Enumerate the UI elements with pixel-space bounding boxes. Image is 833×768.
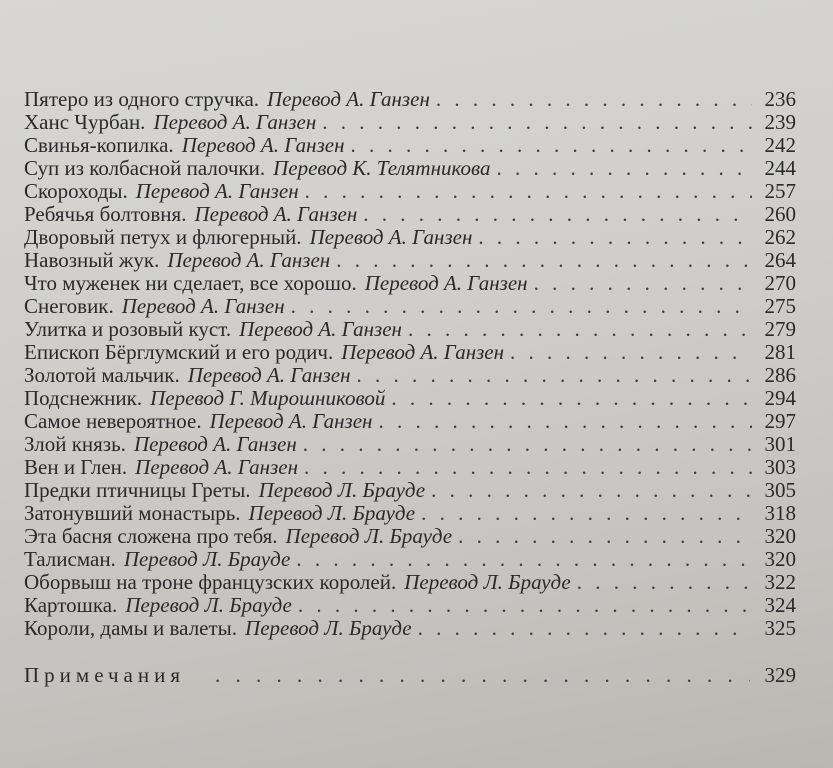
toc-entry [24, 111, 796, 134]
entry-title: Затонувший монастырь. [24, 501, 241, 525]
dot-leader [431, 479, 752, 502]
entry-title: Суп из колбасной палочки. [24, 156, 266, 180]
dot-leader [378, 410, 752, 433]
dot-leader [351, 134, 752, 157]
dot-leader [478, 226, 752, 249]
entry-title: Навозный жук. [24, 248, 160, 272]
entry-page: 305 [764, 478, 796, 502]
entry-page: 325 [764, 616, 796, 640]
toc-entry [24, 456, 796, 479]
entry-title: Предки птичницы Греты. [24, 478, 251, 502]
entry-translator: Перевод А. Ганзен [267, 87, 430, 111]
entry-title: Картошка. [24, 593, 118, 617]
entry-title: Подснежник. [24, 386, 143, 410]
entry-title: Талисман. [24, 547, 116, 571]
entry-translator: Перевод А. Ганзен [364, 271, 528, 295]
dot-leader [418, 617, 752, 640]
entry-translator: Перевод А. Ганзен [187, 363, 351, 387]
entry-page: 262 [764, 225, 796, 249]
entry-translator: Перевод А. Ганзен [133, 432, 297, 456]
dot-leader [458, 525, 752, 548]
entry-translator: Перевод Л. Брауде [248, 501, 416, 525]
entry-translator: Перевод А. Ганзен [135, 179, 299, 203]
entry-title: Ребячья болтовня. [24, 202, 187, 226]
entry-page: 279 [764, 317, 796, 341]
toc-entry [24, 617, 796, 640]
entry-title: Пятеро из одного стручка. [24, 87, 260, 111]
entry-page: 242 [764, 133, 796, 157]
dot-leader [497, 157, 753, 180]
entry-translator: Перевод Л. Брауде [245, 616, 412, 640]
entry-title: Злой князь. [24, 432, 126, 456]
entry-page: 322 [764, 570, 796, 594]
table-of-contents [24, 88, 796, 640]
entry-translator: Перевод Л. Брауде [123, 547, 291, 571]
entry-page: 303 [764, 455, 796, 479]
entry-translator: Перевод Л. Брауде [258, 478, 426, 502]
entry-translator: Перевод А. Ганзен [167, 248, 331, 272]
entry-translator: Перевод Г. Мирошниковой [150, 386, 386, 410]
entry-page: 324 [764, 593, 796, 617]
toc-entry [24, 226, 796, 249]
dot-leader [298, 594, 752, 617]
dot-leader [305, 180, 752, 203]
entry-title: Что муженек ни сделает, все хорошо. [24, 271, 357, 295]
entry-translator: Перевод К. Телятникова [273, 156, 491, 180]
dot-leader [215, 664, 750, 687]
entry-page: 275 [764, 294, 796, 318]
entry-translator: Перевод А. Ганзен [135, 455, 298, 479]
toc-entry [24, 134, 796, 157]
entry-page: 260 [764, 202, 796, 226]
dot-leader [510, 341, 752, 364]
dot-leader [363, 203, 752, 226]
toc-entry [24, 203, 796, 226]
entry-page: 281 [764, 340, 796, 364]
toc-entry [24, 479, 796, 502]
entry-page: 297 [764, 409, 796, 433]
entry-title: Короли, дамы и валеты. [24, 616, 238, 640]
toc-entry [24, 88, 796, 111]
entry-page: 320 [764, 547, 796, 571]
toc-entry [24, 318, 796, 341]
toc-entry [24, 157, 796, 180]
entry-translator: Перевод А. Ганзен [181, 133, 345, 157]
entry-title: Вен и Глен. [24, 455, 128, 479]
entry-translator: Перевод А. Ганзен [153, 110, 317, 134]
dot-leader [303, 433, 752, 456]
toc-entry [24, 594, 796, 617]
entry-translator: Перевод А. Ганзен [309, 225, 473, 249]
toc-entry [24, 364, 796, 387]
entry-page: 236 [764, 87, 796, 111]
entry-title: Дворовый петух и флюгерный. [24, 225, 302, 249]
dot-leader [296, 548, 752, 571]
notes-page: 329 [764, 663, 796, 687]
entry-page: 257 [764, 179, 796, 203]
toc-entry [24, 410, 796, 433]
entry-title: Самое невероятное. [24, 409, 202, 433]
entry-page: 318 [764, 501, 796, 525]
entry-page: 239 [764, 110, 796, 134]
entry-translator: Перевод Л. Брауде [285, 524, 453, 548]
entry-title: Снеговик. [24, 294, 114, 318]
entry-title: Свинья-копилка. [24, 133, 174, 157]
entry-page: 244 [764, 156, 796, 180]
entry-translator: Перевод А. Ганзен [209, 409, 373, 433]
dot-leader [421, 502, 752, 525]
toc-entry [24, 387, 796, 410]
toc-entry [24, 180, 796, 203]
entry-page: 294 [764, 386, 796, 410]
entry-page: 286 [764, 363, 796, 387]
entry-title: Золотой мальчик. [24, 363, 180, 387]
entry-title: Ханс Чурбан. [24, 110, 146, 134]
toc-entry [24, 341, 796, 364]
entry-translator: Перевод Л. Брауде [125, 593, 292, 617]
dot-leader [408, 318, 752, 341]
entry-title: Эта басня сложена про тебя. [24, 524, 278, 548]
dot-leader [304, 456, 752, 479]
entry-translator: Перевод А. Ганзен [194, 202, 358, 226]
toc-entry [24, 272, 796, 295]
notes-title: Примечания [24, 663, 186, 687]
entry-title: Скороходы. [24, 179, 128, 203]
toc-entry [24, 502, 796, 525]
dot-leader [577, 571, 752, 594]
dot-leader [534, 272, 752, 295]
entry-translator: Перевод А. Ганзен [121, 294, 285, 318]
dot-leader [336, 249, 752, 272]
entry-translator: Перевод А. Ганзен [239, 317, 402, 341]
toc-entry [24, 525, 796, 548]
dot-leader [322, 111, 752, 134]
entry-page: 270 [764, 271, 796, 295]
toc-entry [24, 249, 796, 272]
toc-entry [24, 571, 796, 594]
dot-leader [436, 88, 752, 111]
notes-entry [24, 664, 796, 687]
toc-entry [24, 548, 796, 571]
entry-page: 301 [764, 432, 796, 456]
toc-entry [24, 433, 796, 456]
dot-leader [357, 364, 752, 387]
entry-page: 320 [764, 524, 796, 548]
toc-entry [24, 295, 796, 318]
dot-leader [391, 387, 752, 410]
entry-title: Оборвыш на троне французских королей. [24, 570, 397, 594]
entry-page: 264 [764, 248, 796, 272]
dot-leader [291, 295, 752, 318]
entry-translator: Перевод Л. Брауде [404, 570, 571, 594]
entry-translator: Перевод А. Ганзен [341, 340, 505, 364]
entry-title: Епископ Бёрглумский и его родич. [24, 340, 334, 364]
entry-title: Улитка и розовый куст. [24, 317, 232, 341]
